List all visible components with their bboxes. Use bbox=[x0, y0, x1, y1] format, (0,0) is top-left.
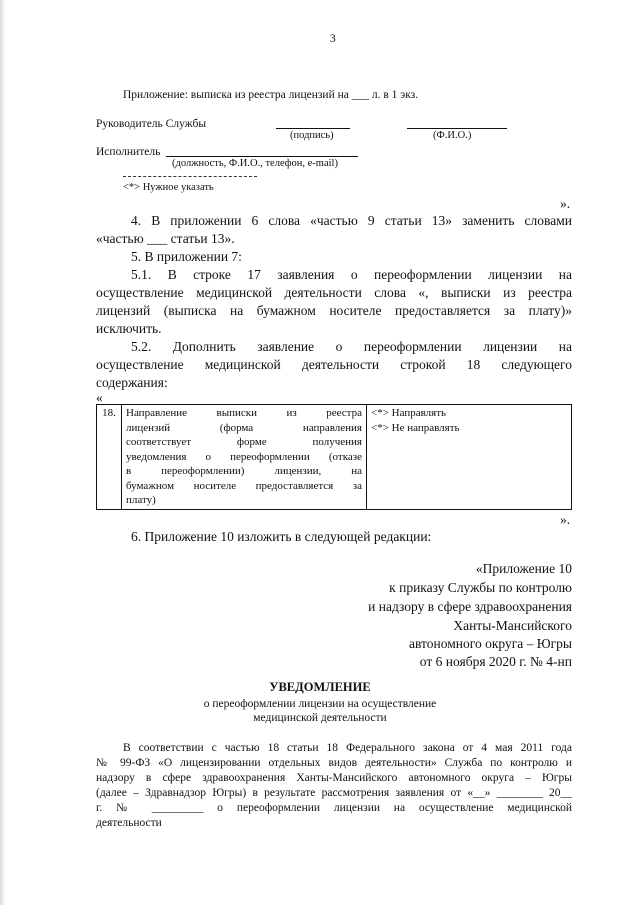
signature-line bbox=[276, 128, 350, 129]
notice-subtitle-1: о переоформлении лицензии на осуществление bbox=[203, 698, 437, 710]
item-5-1-line-3: лицензий (выписка на бумажном носителе предоставляется за плату)» bbox=[96, 303, 572, 318]
notice-body-line-1: В соответствии с частью 18 статьи 18 Федерального закона от 4 мая 2011 года bbox=[123, 742, 572, 754]
page-number: 3 bbox=[330, 33, 336, 45]
opening-quote: « bbox=[96, 390, 103, 405]
row-text-line: бумажном носителе предоставляется за bbox=[126, 479, 362, 492]
row-text-line: соответствует форме получения bbox=[126, 436, 362, 448]
item-5-1-line-4: исключить. bbox=[96, 321, 162, 336]
item-5-1-line-2: осуществление медицинской деятельности слова «, выписки из реестра bbox=[96, 285, 572, 300]
appendix-line-6: от 6 ноября 2020 г. № 4-нп bbox=[419, 654, 572, 669]
executor-line bbox=[166, 156, 358, 157]
notice-body-line-5: г. № _________ о переоформлении лицензии на осуществление медицинской bbox=[96, 802, 572, 814]
item-5-2-line-3: содержания: bbox=[96, 375, 168, 390]
item-4-line-1: 4. В приложении 6 слова «частью 9 статьи 13» заменить словами bbox=[131, 213, 572, 228]
appendix-line-1: «Приложение 10 bbox=[475, 561, 572, 576]
attachment-line: Приложение: выписка из реестра лицензий на ___ л. в 1 экз. bbox=[123, 89, 419, 101]
notice-title: УВЕДОМЛЕНИЕ bbox=[269, 680, 371, 694]
fio-line bbox=[407, 128, 507, 129]
executor-caption: (должность, Ф.И.О., телефон, e-mail) bbox=[172, 158, 338, 169]
executor-label: Исполнитель bbox=[96, 146, 161, 158]
appendix-line-2: к приказу Службы по контролю bbox=[389, 580, 572, 595]
head-label: Руководитель Службы bbox=[96, 118, 207, 130]
footnote-separator bbox=[123, 176, 257, 177]
notice-body-line-6: деятельности bbox=[96, 817, 162, 829]
row-text-line: уведомления о переоформлении (отказе bbox=[126, 450, 362, 463]
signature-caption: (подпись) bbox=[290, 130, 334, 141]
notice-body-line-3: надзору в сфере здравоохранения Ханты-Мансийского автономного округа – Югры bbox=[96, 772, 572, 784]
option-not-send: <*> Не направлять bbox=[371, 421, 460, 434]
row-number: 18. bbox=[97, 405, 122, 510]
fio-caption: (Ф.И.О.) bbox=[433, 130, 472, 141]
item-4-line-2: «частью ___ статьи 13». bbox=[96, 231, 235, 246]
row-text-line: Направление выписки из реестра bbox=[126, 407, 362, 419]
scan-edge bbox=[0, 0, 6, 905]
row-options bbox=[367, 405, 572, 510]
item-5-2-line-2: осуществление медицинской деятельности строкой 18 следующего bbox=[96, 357, 572, 372]
table-row bbox=[97, 405, 572, 510]
row-text-line: плату) bbox=[126, 494, 156, 506]
row-text bbox=[122, 405, 367, 510]
row-18-table bbox=[96, 404, 572, 510]
closing-quote-1: ». bbox=[560, 196, 571, 211]
item-6: 6. Приложение 10 изложить в следующей редакции: bbox=[131, 529, 432, 544]
row-text-line: в переоформлении) лицензии, на bbox=[126, 465, 362, 477]
row-text-line: лицензий (форма направления bbox=[126, 421, 362, 434]
item-5-heading: 5. В приложении 7: bbox=[131, 249, 242, 264]
notice-body-line-4: (далее – Здравнадзор Югры) в результате рассмотрения заявления от «__» ________ 20__ bbox=[96, 787, 572, 799]
option-send: <*> Направлять bbox=[371, 407, 447, 419]
item-5-1-line-1: 5.1. В строке 17 заявления о переоформлении лицензии на bbox=[131, 267, 572, 282]
appendix-line-5: автономного округа – Югры bbox=[409, 636, 572, 651]
notice-subtitle-2: медицинской деятельности bbox=[253, 712, 387, 724]
appendix-line-4: Ханты-Мансийского bbox=[453, 618, 572, 633]
appendix-line-3: и надзору в сфере здравоохранения bbox=[368, 599, 572, 614]
closing-quote-2: ». bbox=[560, 512, 571, 527]
footnote: <*> Нужное указать bbox=[123, 182, 214, 193]
item-5-2-line-1: 5.2. Дополнить заявление о переоформлении лицензии на bbox=[131, 339, 572, 354]
notice-body-line-2: № 99-ФЗ «О лицензировании отдельных видов деятельности» Служба по контролю и bbox=[96, 757, 572, 769]
